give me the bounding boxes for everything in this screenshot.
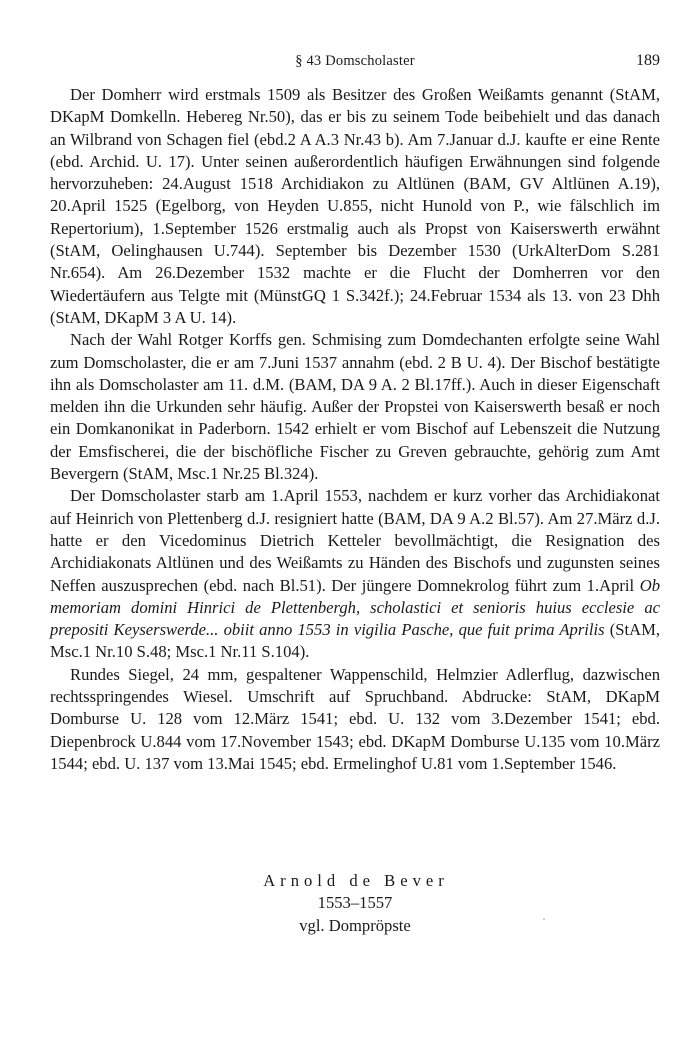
paragraph-career: Der Domherr wird erstmals 1509 als Besitzer des Großen Weißamts genannt (StAM, DKapM Domkelln. Hebereg Nr.50), das er bis zu seinem Tode beibehielt und das danach an Wilbrand von Schagen fiel (ebd.2 A A.3 Nr.43 b). Am 7.Januar d.J. kaufte er eine Rente (ebd. Archid. U. 17). Unter seinen außerordentlich häufigen Erwähnungen sind folgende hervorzuheben: 24.August 1518 Archidiakon zu Altlünen (BAM, GV Altlünen A.19), 20.April 1525 (Egelborg, von Heyden U.855, nicht Hunold von P., wie fälschlich im Repertorium), 1.September 1526 erstmalig auch als Propst von Kaiserswerth erwähnt (StAM, Oelinghausen U.744). September bis Dezember 1530 (UrkAlterDom S.281 Nr.654). Am 26.Dezember 1532 machte er die Flucht der Domherren vor den Wiedertäufern aus Telgte mit (MünstGQ 1 S.342f.); 24.Februar 1534 als 13. von 23 Dhh (StAM, DKapM 3 A U. 14). xyxy=(50,85,660,327)
entry-reference: vgl. Dompröpste xyxy=(299,915,411,935)
necrology-latin-quote: Ob memoriam domini Hinrici de Plettenbergh, scholastici et senioris huius ecclesie ac prepositi Keyserswerde... obiit anno 1553 in vigilia Pasche, que fuit prima Aprilis xyxy=(50,575,660,640)
entry-years: 1553–1557 xyxy=(317,893,393,913)
paragraph-seal: Rundes Siegel, 24 mm, gespaltener Wappenschild, Helmzier Adlerflug, dazwischen rechtsspringendes Wiesel. Umschrift auf Spruchband. Abdrucke: StAM, DKapM Domburse U. 128 vom 12.März 1541; ebd. U. 132 vom 3.Dezember 1541; ebd. Diepenbrock U.844 vom 17.November 1543; ebd. DKapM Domburse U.135 vom 10.März 1544; ebd. U. 137 vom 13.Mai 1545; ebd. Ermelinghof U.81 vom 1.September 1546. xyxy=(50,664,660,773)
body-text xyxy=(50,84,660,775)
paragraph-death xyxy=(50,485,660,663)
paragraph-scholaster-election: Nach der Wahl Rotger Korffs gen. Schmising zum Domdechanten erfolgte seine Wahl zum Domscholaster, die er am 7.Juni 1537 annahm (ebd. 2 B U. 4). Der Bischof bestätigte ihn als Domscholaster am 11. d.M. (BAM, DA 9 A. 2 Bl.17ff.). Auch in dieser Eigenschaft melden ihn die Urkunden sehr häufig. Außer der Propstei von Kaiserswerth besaß er noch ein Domkanonikat in Paderborn. 1542 erhielt er vom Bischof auf Lebenszeit die Nutzung der Emsfischerei, die der bischöfliche Fischer zu Greven gebrauchte, gehörig zum Amt Bevergern (StAM, Msc.1 Nr.25 Bl.324). xyxy=(50,330,660,484)
running-head xyxy=(50,53,660,75)
next-entry-heading xyxy=(50,870,660,937)
running-title: § 43 Domscholaster xyxy=(295,53,415,69)
page-number: 189 xyxy=(636,52,660,69)
print-speck xyxy=(543,918,545,920)
entry-name: Arnold de Bever xyxy=(263,871,449,890)
death-text-before: Der Domscholaster starb am 1.April 1553, nachdem er kurz vorher das Archidiakonat auf Heinrich von Plettenberg d.J. resigniert hatte (BAM, DA 9 A.2 Bl.57). Am 27.März d.J. hatte er den Vicedominus Dietrich Ketteler bevollmächtigt, die Resignation des Archidiakonats Altlünen und des Weißamts zu Händen des Bischofs und zugunsten seines Neffen auszusprechen (ebd. nach Bl.51). Der jüngere Domnekrolog führt zum 1.April xyxy=(50,486,660,595)
death-text-after: (StAM, Msc.1 Nr.10 S.48; Msc.1 Nr.11 S.104). xyxy=(50,620,660,662)
